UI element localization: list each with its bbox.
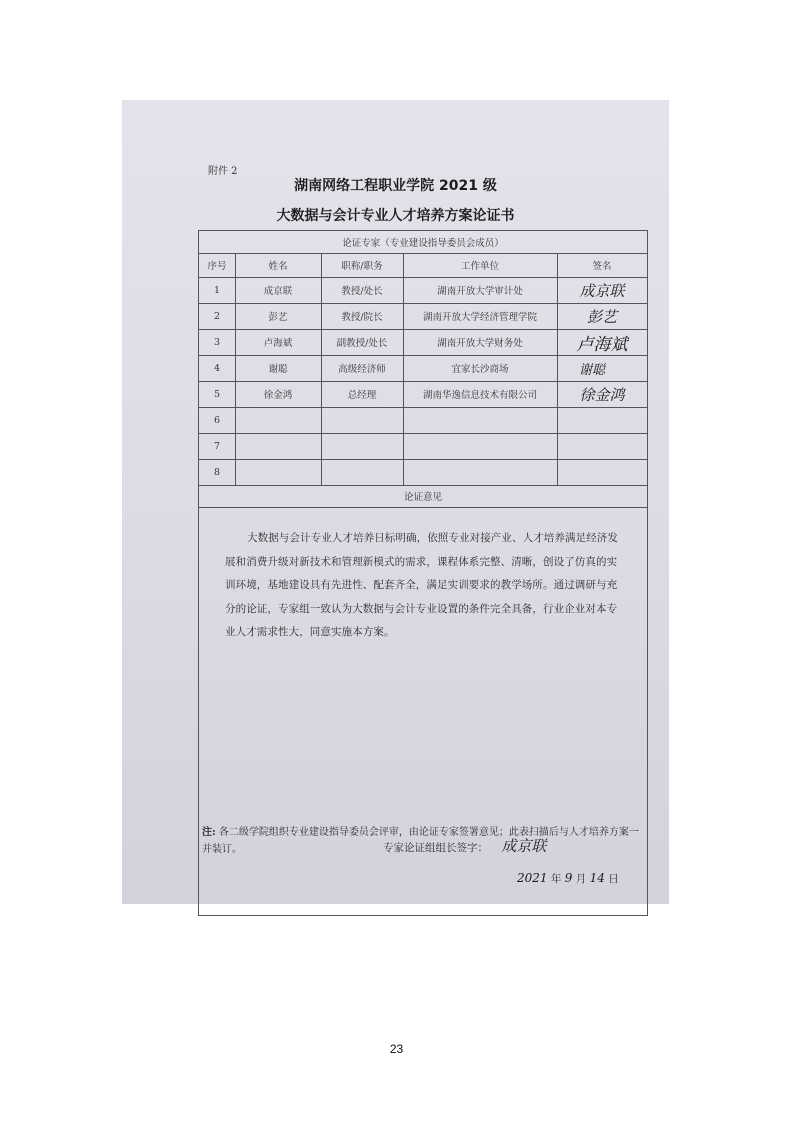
col-header-no: 序号	[207, 261, 227, 272]
row-signature: 卢海斌	[576, 334, 628, 355]
row-no: 4	[213, 362, 221, 374]
document-title-line2: 大数据与会计专业人才培养方案论证书	[276, 208, 515, 224]
row-title: 总经理	[347, 390, 377, 401]
row-title: 副教授/处长	[336, 338, 388, 349]
date-year: 2021	[517, 871, 548, 885]
table-row	[199, 459, 647, 486]
certificate-form	[198, 230, 648, 916]
date-day-label: 日	[608, 873, 619, 885]
row-unit: 宜家长沙商场	[451, 364, 509, 375]
col-header-signature: 签名	[592, 261, 612, 272]
experts-header-row	[199, 231, 647, 254]
page-number: 23	[389, 1042, 404, 1056]
row-unit: 湖南华逸信息技术有限公司	[422, 390, 537, 401]
document-title-line1: 湖南网络工程职业学院 2021 级	[294, 178, 497, 194]
table-row	[199, 277, 647, 304]
row-no: 2	[213, 310, 221, 322]
col-header-title: 职称/职务	[341, 261, 383, 272]
table-row	[199, 303, 647, 330]
row-signature: 谢聪	[578, 362, 605, 378]
col-header-name: 姓名	[268, 261, 288, 272]
table-header-row	[199, 253, 647, 278]
row-name: 成京联	[263, 286, 293, 297]
row-no: 6	[213, 414, 221, 426]
opinion-header: 论证意见	[403, 492, 442, 503]
experts-header: 论证专家（专业建设指导委员会成员）	[342, 238, 504, 249]
row-signature: 徐金鸿	[579, 385, 625, 404]
row-title: 教授/院长	[341, 312, 383, 323]
row-name: 卢海斌	[263, 338, 293, 349]
table-row	[199, 407, 647, 434]
opinion-text: 大数据与会计专业人才培养日标明确，依照专业对接产业、人才培养满足经济发展和消费升级对新技术和管理新模式的需求，课程体系完整、清晰，创设了仿真的实训环境，基地建设具有先进性、配套齐全，满足实训要求的教学场所。通过调研与充分的论证，专家组一致认为大数据与会计专业设置的条件完全具备，行业企业对本专业人才需求性大，同意实施本方案。	[225, 532, 618, 638]
row-no: 5	[213, 388, 221, 400]
note-label: 注:	[202, 827, 216, 838]
row-name: 彭艺	[268, 312, 288, 323]
table-row	[199, 433, 647, 460]
table-row	[199, 329, 647, 356]
date-month-label: 月	[575, 873, 587, 885]
row-no: 3	[213, 336, 221, 348]
note-text: 各二级学院组织专业建设指导委员会评审，由论证专家签署意见；此表扫描后与人才培养方案一并装订。	[202, 827, 639, 855]
annex-label: 附件 2	[208, 166, 238, 177]
date-month: 9	[564, 871, 573, 885]
row-no: 1	[213, 284, 221, 296]
sign-date	[517, 871, 619, 886]
row-no: 7	[213, 440, 221, 452]
row-unit: 湖南开放大学财务处	[437, 338, 523, 349]
leader-sign-label-text: 专家论证组组长签字：	[383, 842, 488, 854]
row-name: 徐金鸿	[263, 390, 293, 401]
footnote	[202, 824, 642, 858]
opinion-header-row	[199, 485, 647, 508]
table-row	[199, 381, 647, 408]
row-title: 教授/处长	[341, 286, 383, 297]
date-day: 14	[589, 871, 605, 885]
row-name: 谢聪	[268, 364, 288, 375]
row-unit: 湖南开放大学经济管理学院	[422, 312, 537, 323]
row-signature: 彭艺	[586, 307, 617, 326]
row-signature: 成京联	[579, 281, 625, 300]
col-header-unit: 工作单位	[460, 261, 499, 272]
leader-signature: 成京联	[501, 837, 547, 855]
row-title: 高级经济师	[338, 364, 386, 375]
scanned-document	[122, 100, 669, 904]
date-year-label: 年	[550, 873, 562, 885]
table-row	[199, 355, 647, 382]
row-no: 8	[213, 466, 221, 478]
row-unit: 湖南开放大学审计处	[437, 286, 523, 297]
